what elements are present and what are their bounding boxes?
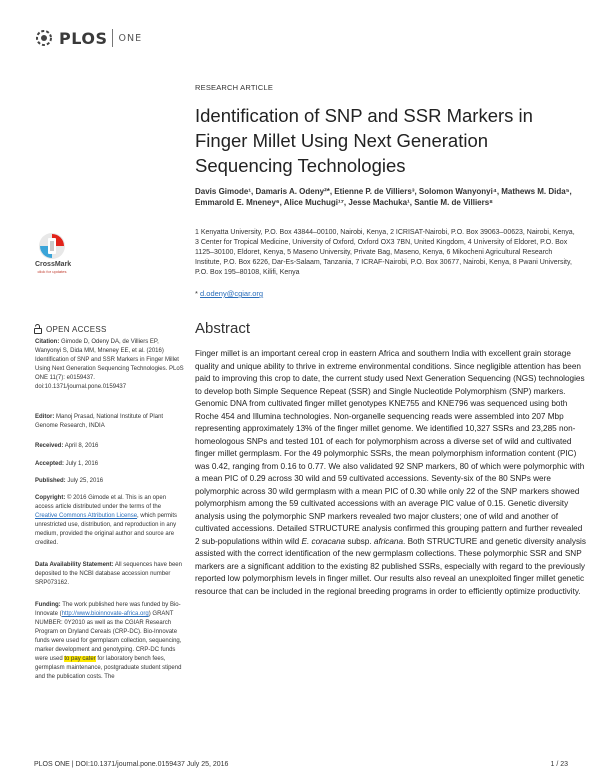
- subspecies-name: africana: [373, 536, 404, 546]
- crossmark-badge[interactable]: [35, 231, 72, 274]
- crossmark-icon: [37, 231, 67, 261]
- data-availability-label: Data Availability Statement:: [35, 562, 114, 568]
- abstract-part: . Both STRUCTURE and genetic diversity analysis assisted with the correct identification of the new germplasm collections. These polymorphic SSR and SNP markers are a significant addition to the existing 82 published SSRs, especially with regard to the previously reported low polymorphism levels in finger millet. Our results also reveal an unexploited finger millet genetic resource that can be included in the regional breeding programs in order to efficiently optimize productivity.: [195, 536, 586, 596]
- data-availability-block: [35, 561, 185, 588]
- funder-link[interactable]: http://www.bioinnovate-africa.org: [61, 611, 149, 617]
- abstract-text: [195, 348, 587, 598]
- copyright-block: [35, 494, 185, 548]
- species-name: E. coracana: [301, 536, 346, 546]
- funding-text-end: for laboratory bench fees, germplasm maintenance, postgraduate student stipend and the publication costs. The: [35, 656, 182, 680]
- abstract-heading: Abstract: [195, 320, 251, 337]
- accepted-label: Accepted:: [35, 461, 65, 467]
- article-title: Identification of SNP and SSR Markers in Finger Millet Using Next Generation Sequencing Technologies: [195, 105, 533, 176]
- citation-block: [35, 338, 185, 392]
- license-link[interactable]: Creative Commons Attribution License: [35, 513, 138, 519]
- received-block: [35, 442, 185, 451]
- journal-subname: ONE: [118, 32, 143, 44]
- funding-text: The work published here was funded by Bio-Innovate (: [35, 602, 181, 617]
- editor-label: Editor:: [35, 414, 55, 420]
- published-date: July 25, 2016: [65, 478, 104, 484]
- published-label: Published:: [35, 478, 66, 484]
- author-list: Davis Gimode¹, Damaris A. Odeny²*, Etienne P. de Villiers³, Solomon Wanyonyi⁴, Mathews M. Dida⁵, Emmarold E. Mneney⁶, Alice Muchugi¹⁷, Jesse Machuka¹, Santie M. de Villiers⁸: [195, 187, 572, 208]
- plos-logo-icon: [32, 26, 56, 50]
- open-lock-icon: [34, 324, 42, 334]
- affiliations: 1 Kenyatta University, P.O. Box 43844–00100, Nairobi, Kenya, 2 ICRISAT-Nairobi, P.O. Box 39063–00623, Nairobi, Kenya, 3 Center for Tropical Medicine, University of Oxford, Oxford OX3 7BN, United Kingdom, 4 University of Eldoret, P.O. Box 1125–30100, Eldoret, Kenya, 5 Maseno University, Private Bag, Maseno, Kenya, 6 Mikocheni Agricultural Research Institute, P.O. Box 6226, Dar-Es-Salaam, Tanzania, 7 ICRAF-Nairobi, P.O. Box 30677, Nairobi, Kenya, 8 Pwani University, P.O. Box 195–80108, Kilifi, Kenya: [195, 229, 575, 276]
- editor-block: [35, 413, 185, 431]
- funding-text-mid: ) GRANT NUMBER: 0Y2010 as well as the CGIAR Research Program on Dryland Cereals (CRP-DC). Bio-Innovate funds were used for germplasm collection, sequencing, marker development and genotyping. CRP-DC funds were used: [35, 611, 182, 662]
- copyright-text: © 2016 Gimode et al. This is an open access article distributed under the terms of the: [35, 495, 167, 510]
- received-date: April 8, 2016: [63, 443, 99, 449]
- correspondence-mark: *: [195, 289, 198, 298]
- citation-text: Gimode D, Odeny DA, de Villiers EP, Wanyonyi S, Dida MM, Mneney EE, et al. (2016) Identification of SNP and SSR Markers in Finger Millet Using Next Generation Sequencing Technologies. PLoS ONE 11(7): e0159437. doi:10.1371/journal.pone.0159437: [35, 339, 184, 390]
- correspondence: [195, 289, 263, 298]
- accepted-block: [35, 460, 185, 469]
- page-number: 1 / 23: [550, 761, 568, 768]
- funding-label: Funding:: [35, 602, 61, 608]
- crossmark-sublabel: click for updates: [37, 269, 67, 274]
- data-availability-text: All sequences have been deposited to the NCBI database accession number SRP073162.: [35, 562, 182, 586]
- editor-text: Manoj Prasad, National Institute of Plant Genome Research, INDIA: [35, 414, 164, 429]
- published-block: [35, 477, 185, 486]
- copyright-label: Copyright:: [35, 495, 66, 501]
- received-label: Received:: [35, 443, 64, 449]
- copyright-text-end: , which permits unrestricted use, distribution, and reproduction in any medium, provided the original author and source are credited.: [35, 513, 178, 546]
- funding-block: [35, 601, 185, 682]
- crossmark-label: CrossMark: [35, 261, 72, 268]
- accepted-date: July 1, 2016: [64, 461, 99, 467]
- journal-logo: [32, 26, 142, 50]
- open-access-label: [34, 324, 107, 334]
- correspondence-email-link[interactable]: d.odeny@cgiar.org: [200, 289, 264, 298]
- journal-name: PLOS: [59, 28, 108, 48]
- open-access-text: OPEN ACCESS: [46, 324, 107, 334]
- page-footer: PLOS ONE | DOI:10.1371/journal.pone.0159437 July 25, 2016: [34, 761, 229, 768]
- abstract-part: subsp.: [345, 536, 374, 546]
- logo-divider: [112, 29, 113, 47]
- citation-label: Citation:: [35, 339, 60, 345]
- highlighted-text: to pay cater: [64, 656, 96, 662]
- article-type: RESEARCH ARTICLE: [195, 83, 274, 92]
- abstract-part: Finger millet is an important cereal crop in eastern Africa and southern India with excellent grain storage quality and unique ability to thrive in extreme environmental conditions. Since negligible attention has been paid to improving this crop to date, the current study used Next Generation Sequencing (NGS) technologies to develop both Simple Sequence Repeat (SSR) and Single Nucleotide Polymorphism (SNP) markers. Genomic DNA from cultivated finger millet genotypes KNE755 and KNE796 was sequenced using both Roche 454 and Illumina technologies. Non-organelle sequencing reads were assembled into 207 Mbp representing approximately 13% of the finger millet genome. We identified 10,327 SSRs and 23,285 non-homeologous SNPs and tested 101 of each for polymorphism across a diverse set of wild and cultivated finger millet germplasm. For the 49 polymorphic SSRs, the mean polymorphism information content (PIC) was 0.42, ranging from 0.16 to 0.77. We also validated 92 SNP markers, 80 of which were polymorphic with a mean PIC of 0.29 across 30 wild and 59 cultivated accessions. Seventy-six of the 80 SNPs were polymorphic across 30 wild germplasm with a mean PIC of 0.30 while only 22 of the SNP markers showed polymorphism among the 59 cultivated accessions with an average PIC value of 0.15. Genetic diversity analysis using the polymorphic SNP markers revealed two major clusters; one of wild and another of cultivated accessions. Detailed STRUCTURE analysis confirmed this grouping pattern and further revealed 2 sub-populations within wild: [195, 349, 585, 546]
